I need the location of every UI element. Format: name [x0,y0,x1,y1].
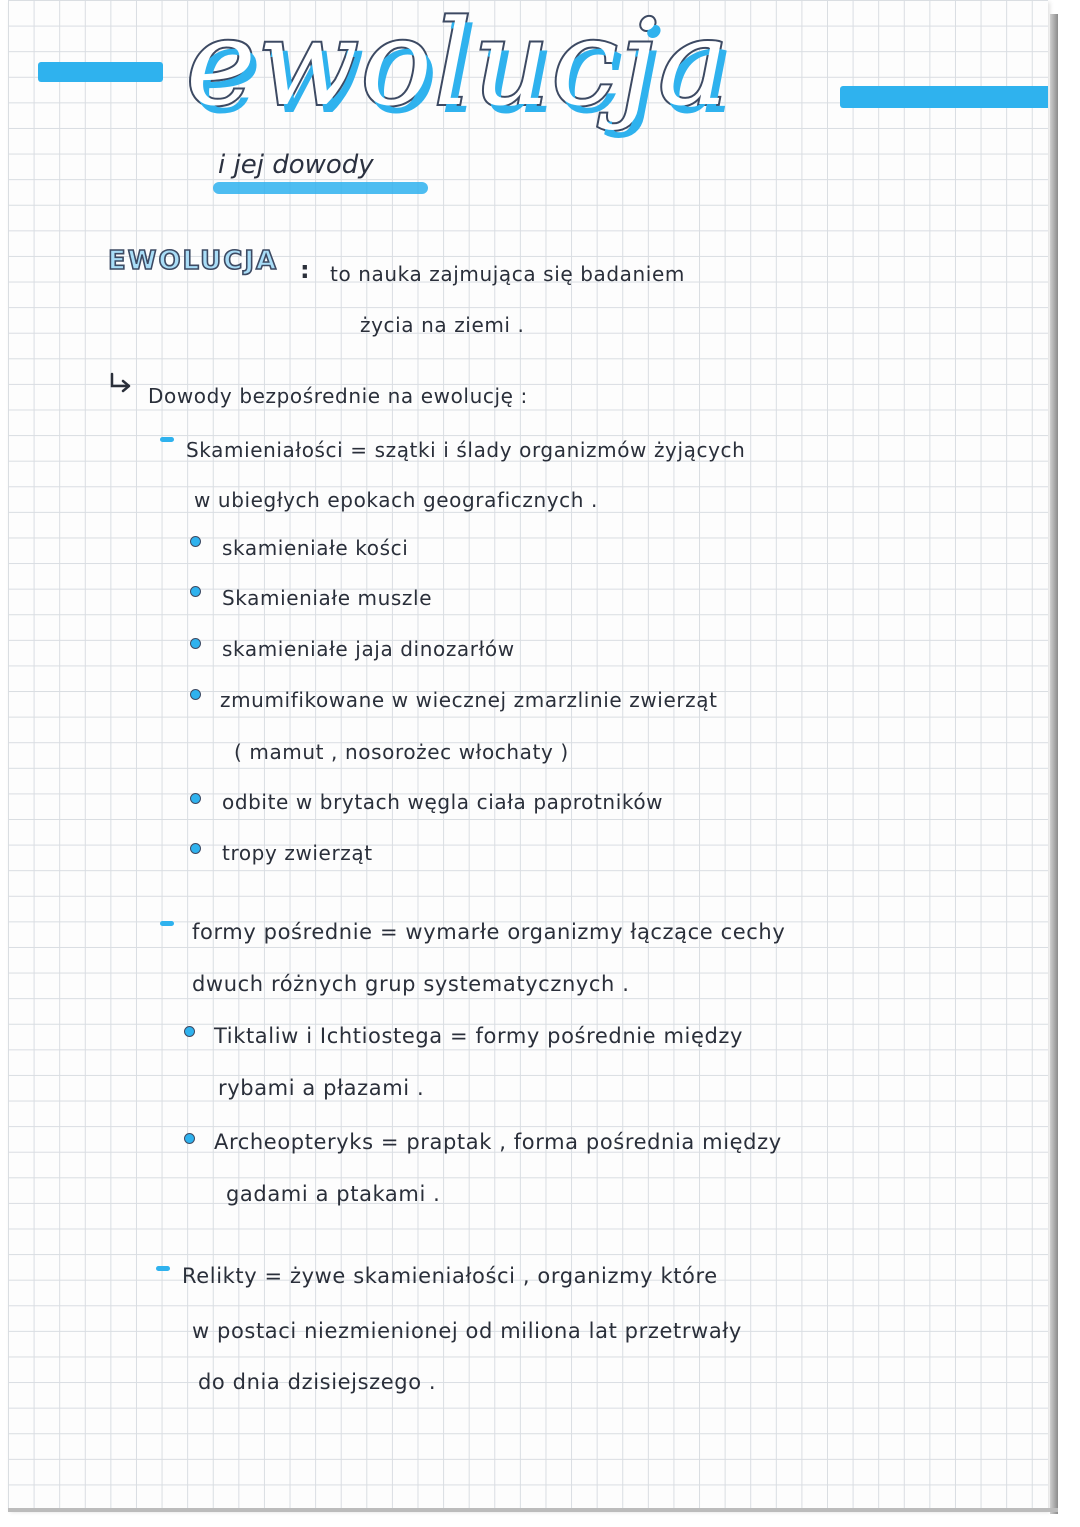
intermediate-form-item: Archeopteryks = praptak , forma pośrednia między [214,1130,782,1154]
definition-line-2: życia na ziemi . [360,313,525,337]
fossil-item: Skamieniałe muszle [222,586,433,610]
title-highlight-right [840,86,1048,108]
bullet-dot-icon [190,586,201,597]
bullet-dot-icon [190,689,201,700]
intermediate-forms-line-1: formy pośrednie = wymarłe organizmy łączące cechy [192,920,786,944]
bullet-dot-icon [190,638,201,649]
intermediate-form-item-continued: rybami a płazami . [218,1076,425,1100]
intermediate-forms-line-2: dwuch różnych grup systematycznych . [192,972,630,996]
dash-marker-icon [160,437,174,442]
intermediate-form-item: Tiktaliw i Ichtiostega = formy pośrednie między [214,1024,744,1048]
relicts-line-3: do dnia dzisiejszego . [198,1370,437,1394]
notebook-page [8,0,1048,1510]
bullet-dot-icon [184,1026,195,1037]
arrow-return-icon [108,372,134,394]
page-bottom-edge [8,1508,1058,1512]
fossil-item-note: ( mamut , nosorożec włochaty ) [234,740,569,764]
section-heading-direct-evidence: Dowody bezpośrednie na ewolucję : [148,384,528,408]
fossil-item: tropy zwierząt [222,841,373,865]
fossil-item: zmumifikowane w wiecznej zmarzlinie zwierząt [220,688,718,712]
page-subtitle: i jej dowody [218,150,374,180]
bullet-dot-icon [190,793,201,804]
fossil-item: skamieniałe jaja dinozarłów [222,637,515,661]
definition-line-1: to nauka zajmująca się badaniem [330,262,685,286]
fossil-item: odbite w brytach węgla ciała paprotników [222,790,664,814]
bullet-dot-icon [190,536,201,547]
definition-term: EWOLUCJA [108,246,279,276]
subtitle-highlight [213,182,428,194]
fossils-definition-line-1: Skamieniałości = szątki i ślady organizmów żyjących [186,438,746,462]
dash-marker-icon [160,921,174,926]
fossil-item: skamieniałe kości [222,536,409,560]
bullet-dot-icon [190,843,201,854]
page-edge [1050,14,1058,1514]
dash-marker-icon [156,1266,170,1271]
intermediate-form-item-continued: gadami a ptakami . [226,1182,441,1206]
bullet-dot-icon [184,1133,195,1144]
fossils-definition-line-2: w ubiegłych epokach geograficznych . [194,488,598,512]
relicts-line-2: w postaci niezmienionej od miliona lat przetrwały [192,1319,742,1343]
definition-colon: : [300,256,311,284]
page-title: ewolucja [186,0,731,132]
relicts-line-1: Relikty = żywe skamieniałości , organizmy które [182,1264,718,1288]
title-highlight-left [38,62,163,82]
